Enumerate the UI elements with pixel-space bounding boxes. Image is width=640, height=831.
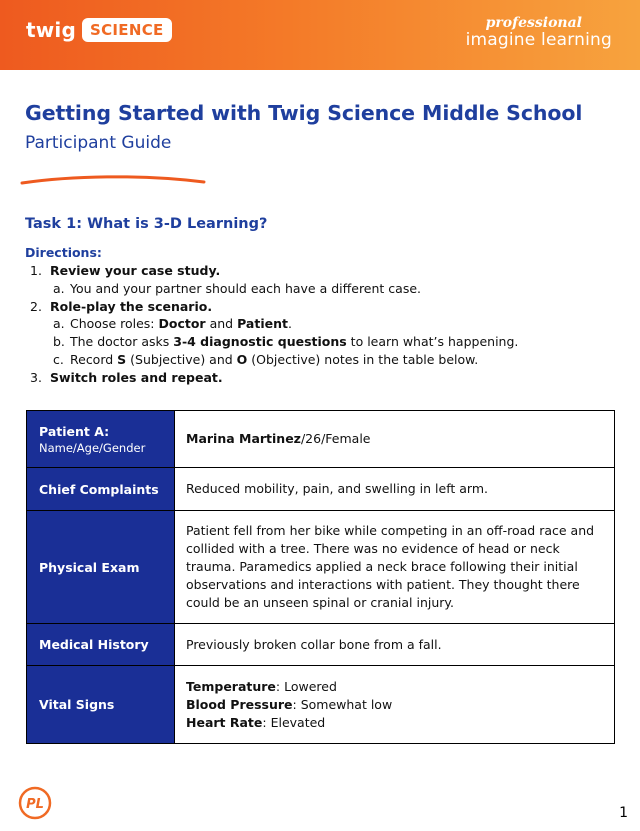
- substep-text: You and your partner should each have a different case.: [70, 280, 422, 296]
- step-text: Review your case study.: [50, 263, 221, 278]
- blood-pressure-line: [186, 696, 603, 714]
- substep-letter: b.: [53, 334, 65, 350]
- document-title: Getting Started with Twig Science Middle School: [25, 101, 583, 125]
- imagine-learning-logo-word: imagine learning: [465, 30, 612, 50]
- table-row-medical-history: [27, 624, 615, 666]
- substep-text: [70, 351, 478, 369]
- direction-substep-2c: [30, 351, 518, 369]
- imagine-learning-logo: [462, 15, 612, 55]
- temperature-value: : Lowered: [275, 678, 337, 694]
- professional-logo-word: professional: [485, 15, 582, 31]
- substep-text-part: and: [205, 316, 238, 332]
- task-heading: Task 1: What is 3-D Learning?: [25, 216, 268, 232]
- case-study-table: [26, 410, 615, 744]
- document-subtitle: Participant Guide: [25, 133, 172, 153]
- step-number: 3.: [30, 369, 42, 385]
- step-number: 1.: [30, 263, 42, 278]
- page-header-band: [0, 0, 640, 70]
- substep-letter: c.: [53, 351, 64, 367]
- twig-science-logo: [26, 18, 172, 42]
- vital-signs-value: [175, 666, 615, 744]
- blood-pressure-label: Blood Pressure: [186, 696, 293, 712]
- step-text: Switch roles and repeat.: [50, 369, 223, 385]
- substep-letter: a.: [53, 280, 65, 296]
- table-row-patient: [27, 411, 615, 468]
- substep-text-part: Choose roles:: [70, 316, 159, 332]
- patient-label-cell: [27, 411, 175, 468]
- table-row-physical-exam: [27, 511, 615, 624]
- table-row-vital-signs: [27, 666, 615, 744]
- science-logo-badge: SCIENCE: [82, 18, 172, 42]
- step-text: Role-play the scenario.: [50, 298, 213, 314]
- blood-pressure-value: : Somewhat low: [292, 696, 393, 712]
- professional-learning-badge-icon: [18, 786, 52, 820]
- direction-step-3: [30, 369, 518, 387]
- chief-complaints-value: Reduced mobility, pain, and swelling in left arm.: [175, 468, 615, 511]
- substep-bold-part: 3-4 diagnostic questions: [173, 334, 347, 350]
- physical-exam-label: Physical Exam: [27, 511, 175, 624]
- step-number: 2.: [30, 298, 42, 314]
- substep-text-part: (Subjective) and: [126, 351, 237, 367]
- heart-rate-line: [186, 714, 603, 732]
- badge-text: PL: [26, 797, 44, 812]
- patient-name: Marina Martinez: [186, 431, 301, 446]
- substep-text-part: Record: [70, 351, 118, 367]
- page-number: 1: [619, 805, 628, 821]
- medical-history-value: Previously broken collar bone from a fall.: [175, 624, 615, 666]
- table-row-chief-complaints: [27, 468, 615, 511]
- substep-text: [70, 333, 518, 351]
- substep-text: [70, 315, 292, 333]
- patient-value-cell: [175, 411, 615, 468]
- direction-step-1: [30, 262, 518, 280]
- substep-bold-part: S: [117, 351, 127, 367]
- substep-bold-part: Doctor: [158, 316, 206, 332]
- substep-text-part: .: [287, 316, 292, 332]
- twig-logo-word: twig: [26, 18, 77, 42]
- direction-substep-1a: [30, 280, 518, 298]
- temperature-label: Temperature: [186, 678, 276, 694]
- physical-exam-value: Patient fell from her bike while competing in an off-road race and collided with a tree. There was no evidence of head or neck trauma. Paramedics applied a neck brace following their initial observations and interactions with patient. They thought there could be an unseen spinal or cranial injury.: [175, 511, 615, 624]
- substep-letter: a.: [53, 316, 65, 332]
- heart-rate-label: Heart Rate: [186, 714, 263, 730]
- patient-sublabel: Name/Age/Gender: [39, 440, 146, 455]
- direction-substep-2a: [30, 315, 518, 333]
- substep-text-part: The doctor asks: [70, 334, 174, 350]
- substep-text-part: to learn what’s happening.: [346, 334, 519, 350]
- heart-rate-value: : Elevated: [262, 714, 326, 730]
- directions-heading: Directions:: [25, 245, 102, 260]
- direction-substep-2b: [30, 333, 518, 351]
- temperature-line: [186, 678, 603, 696]
- chief-complaints-label: Chief Complaints: [27, 468, 175, 511]
- substep-text-part: (Objective) notes in the table below.: [247, 351, 479, 367]
- substep-bold-part: O: [236, 351, 248, 367]
- patient-details: /26/Female: [300, 431, 371, 446]
- directions-list: [30, 262, 518, 387]
- direction-step-2: [30, 298, 518, 316]
- substep-bold-part: Patient: [237, 316, 288, 332]
- medical-history-label: Medical History: [27, 624, 175, 666]
- vital-signs-label: Vital Signs: [27, 666, 175, 744]
- patient-label: Patient A:: [39, 423, 110, 439]
- orange-underline-swoosh: [20, 172, 210, 188]
